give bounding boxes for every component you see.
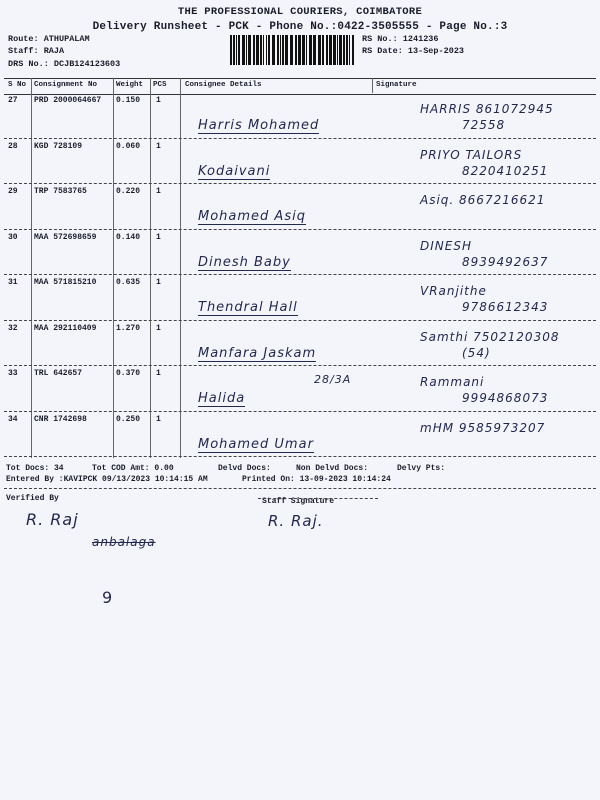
runsheet-subtitle: Delivery Runsheet - PCK - Phone No.:0422-3505555 - Page No.:3 xyxy=(92,21,508,33)
delivery-points: Delvy Pts: xyxy=(397,464,446,473)
signature-handwritten: DINESH xyxy=(420,238,472,253)
cell-pcs: 1 xyxy=(156,232,161,242)
cell-pcs: 1 xyxy=(156,414,161,424)
cell-weight: 0.370 xyxy=(116,369,141,378)
cell-pcs: 1 xyxy=(156,141,161,151)
staff-signature-label: Staff Signature xyxy=(262,497,335,506)
table-header xyxy=(4,78,596,95)
cell-pcs: 1 xyxy=(156,323,161,333)
col-pcs: PCS xyxy=(153,81,167,89)
drs-number: DRS No.: DCJB124123603 xyxy=(8,59,121,69)
cell-sno: 29 xyxy=(8,187,18,196)
cell-sno: 33 xyxy=(8,369,18,378)
phone-handwritten: (54) xyxy=(462,345,491,360)
delivered-docs: Delvd Docs: xyxy=(218,464,271,473)
cell-pcs: 1 xyxy=(156,96,161,105)
total-cod: Tot COD Amt: 0.00 xyxy=(92,464,174,473)
cell-weight: 0.250 xyxy=(116,414,141,424)
page-number-handwritten: 9 xyxy=(102,588,114,607)
cell-sno: 30 xyxy=(8,232,18,242)
cell-consignment: TRP 7583765 xyxy=(34,187,87,196)
signature-handwritten: Samthi 7502120308 xyxy=(420,329,560,344)
phone-handwritten: 9994868073 xyxy=(462,391,549,405)
address-note-handwritten: 28/3A xyxy=(314,373,352,386)
verified-signature-2: anbalaga xyxy=(92,535,156,549)
barcode xyxy=(230,35,356,65)
entered-by: Entered By :KAVIPCK 09/13/2023 10:14:15 AM xyxy=(6,475,208,484)
cell-sno: 31 xyxy=(8,278,18,287)
cell-weight: 1.270 xyxy=(116,323,141,333)
cell-pcs: 1 xyxy=(156,278,161,287)
verified-signature: R. Raj xyxy=(26,510,79,529)
consignee-handwritten: Halida xyxy=(198,391,246,406)
cell-pcs: 1 xyxy=(156,187,161,196)
signature-handwritten: HARRIS 861072945 xyxy=(420,102,554,116)
cell-sno: 34 xyxy=(8,414,18,424)
cell-weight: 0.635 xyxy=(116,278,141,287)
consignee-handwritten: Mohamed Asiq xyxy=(198,209,306,224)
staff-signature: R. Raj. xyxy=(268,512,324,530)
company-title: THE PROFESSIONAL COURIERS, COIMBATORE xyxy=(177,6,423,18)
cell-weight: 0.060 xyxy=(116,141,141,151)
staff-label: Staff: RAJA xyxy=(8,46,65,56)
cell-consignment: TRL 642657 xyxy=(34,369,83,378)
phone-handwritten: 9786612343 xyxy=(462,300,549,314)
cell-sno: 28 xyxy=(8,141,18,151)
non-delivered-docs: Non Delvd Docs: xyxy=(296,464,369,473)
cell-pcs: 1 xyxy=(156,369,161,378)
col-sno: S No xyxy=(8,81,27,89)
verified-by-label: Verified By xyxy=(6,494,59,503)
cell-consignment: MAA 292110409 xyxy=(34,323,97,333)
phone-handwritten: 8939492637 xyxy=(462,254,549,269)
total-docs: Tot Docs: 34 xyxy=(6,464,64,473)
cell-consignment: MAA 572698659 xyxy=(34,232,97,242)
cell-consignment: CNR 1742698 xyxy=(34,414,87,424)
consignee-handwritten: Thendral Hall xyxy=(198,300,298,315)
consignee-handwritten: Harris Mohamed xyxy=(198,118,320,133)
phone-handwritten: 72558 xyxy=(462,118,506,132)
signature-handwritten: mHM 9585973207 xyxy=(420,420,546,435)
consignee-handwritten: Manfara Jaskam xyxy=(198,345,317,361)
rs-number: RS No.: 1241236 xyxy=(362,34,439,44)
col-consignee: Consignee Details xyxy=(185,81,262,89)
cell-weight: 0.220 xyxy=(116,187,141,196)
route-label: Route: ATHUPALAM xyxy=(8,34,90,44)
signature-handwritten: PRIYO TAILORS xyxy=(420,147,523,162)
cell-consignment: MAA 571815210 xyxy=(34,278,97,287)
cell-consignment: PRD 2000064667 xyxy=(34,96,102,105)
rs-date: RS Date: 13-Sep-2023 xyxy=(362,46,465,56)
cell-consignment: KGD 728109 xyxy=(34,141,83,151)
consignee-handwritten: Dinesh Baby xyxy=(198,254,291,270)
printed-on: Printed On: 13-09-2023 10:14:24 xyxy=(242,475,391,484)
cell-sno: 32 xyxy=(8,323,18,333)
signature-handwritten: Rammani xyxy=(420,375,485,389)
cell-weight: 0.140 xyxy=(116,232,141,242)
signature-handwritten: VRanjithe xyxy=(420,284,487,298)
consignee-handwritten: Mohamed Umar xyxy=(198,436,314,452)
col-consignment: Consignment No xyxy=(34,81,98,89)
signature-handwritten: Asiq. 8667216621 xyxy=(420,193,546,207)
col-weight: Weight xyxy=(116,81,144,89)
consignee-handwritten: Kodaivani xyxy=(198,163,271,179)
col-signature: Signature xyxy=(376,81,417,89)
phone-handwritten: 8220410251 xyxy=(462,163,549,178)
cell-sno: 27 xyxy=(8,96,18,105)
cell-weight: 0.150 xyxy=(116,96,141,105)
